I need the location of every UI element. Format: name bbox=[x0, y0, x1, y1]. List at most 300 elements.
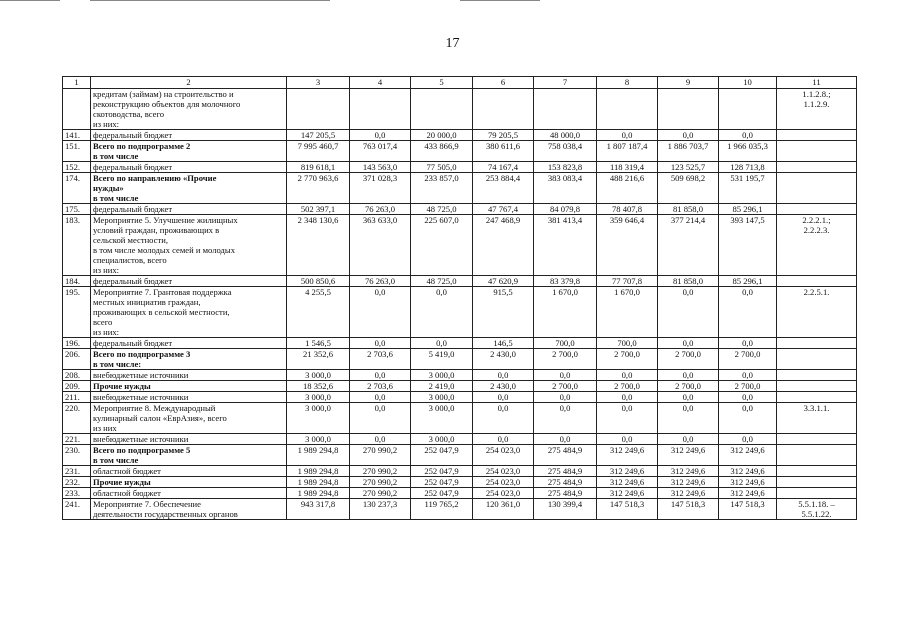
value-cell: 312 249,6 bbox=[597, 477, 658, 488]
column-number: 1 bbox=[63, 77, 91, 89]
value-cell: 0,0 bbox=[350, 434, 411, 445]
row-name-line: местных инициатив граждан, bbox=[93, 297, 201, 307]
value-cell: 0,0 bbox=[658, 434, 719, 445]
value-cell: 2 700,0 bbox=[534, 381, 597, 392]
row-name-line: в том числе молодых семей и молодых bbox=[93, 245, 235, 255]
value-cell: 254 023,0 bbox=[473, 466, 534, 477]
value-cell: 128 713,8 bbox=[719, 162, 777, 173]
table-row bbox=[63, 392, 857, 403]
table-row bbox=[63, 173, 857, 204]
value-cell: 377 214,4 bbox=[658, 215, 719, 276]
reference-cell bbox=[777, 173, 857, 204]
value-cell: 74 167,4 bbox=[473, 162, 534, 173]
value-cell: 253 884,4 bbox=[473, 173, 534, 204]
row-name-line: федеральный бюджет bbox=[93, 130, 173, 140]
value-cell: 3 000,0 bbox=[411, 392, 473, 403]
row-name-line: Мероприятие 7. Грантовая поддержка bbox=[93, 287, 232, 297]
table-row bbox=[63, 349, 857, 370]
value-cell: 0,0 bbox=[658, 130, 719, 141]
value-cell: 2 703,6 bbox=[350, 349, 411, 370]
row-number: 232. bbox=[63, 477, 91, 488]
value-cell: 2 430,0 bbox=[473, 349, 534, 370]
row-name-line: из них bbox=[93, 423, 117, 433]
value-cell: 225 607,0 bbox=[411, 215, 473, 276]
value-cell: 3 000,0 bbox=[287, 403, 350, 434]
value-cell: 254 023,0 bbox=[473, 477, 534, 488]
value-cell: 0,0 bbox=[597, 392, 658, 403]
value-cell: 700,0 bbox=[534, 338, 597, 349]
value-cell: 371 028,3 bbox=[350, 173, 411, 204]
value-cell: 275 484,9 bbox=[534, 477, 597, 488]
row-name-line: Прочие нужды bbox=[93, 477, 151, 487]
value-cell: 2 430,0 bbox=[473, 381, 534, 392]
value-cell: 2 703,6 bbox=[350, 381, 411, 392]
table-row bbox=[63, 370, 857, 381]
value-cell: 819 618,1 bbox=[287, 162, 350, 173]
row-name-line: Всего по подпрограмме 3 bbox=[93, 349, 191, 359]
value-cell: 18 352,6 bbox=[287, 381, 350, 392]
value-cell: 83 379,8 bbox=[534, 276, 597, 287]
column-number: 8 bbox=[597, 77, 658, 89]
value-cell: 1 807 187,4 bbox=[597, 141, 658, 162]
table-row bbox=[63, 276, 857, 287]
value-cell: 0,0 bbox=[473, 392, 534, 403]
row-name-line: специалистов, всего bbox=[93, 255, 167, 265]
value-cell: 0,0 bbox=[534, 434, 597, 445]
row-name-line: из них: bbox=[93, 327, 120, 337]
value-cell: 3 000,0 bbox=[287, 370, 350, 381]
column-number: 3 bbox=[287, 77, 350, 89]
row-number: 195. bbox=[63, 287, 91, 338]
value-cell: 47 767,4 bbox=[473, 204, 534, 215]
value-cell bbox=[658, 89, 719, 130]
value-cell: 0,0 bbox=[411, 338, 473, 349]
value-cell: 700,0 bbox=[597, 338, 658, 349]
value-cell: 0,0 bbox=[658, 370, 719, 381]
value-cell: 531 195,7 bbox=[719, 173, 777, 204]
column-number: 11 bbox=[777, 77, 857, 89]
row-name-line: Всего по направлению «Прочие bbox=[93, 173, 217, 183]
table-row bbox=[63, 338, 857, 349]
value-cell: 0,0 bbox=[719, 434, 777, 445]
row-name-line: из них: bbox=[93, 265, 120, 275]
row-name bbox=[91, 130, 287, 141]
value-cell: 143 563,0 bbox=[350, 162, 411, 173]
value-cell: 20 000,0 bbox=[411, 130, 473, 141]
value-cell bbox=[597, 89, 658, 130]
row-name-line: Всего по подпрограмме 2 bbox=[93, 141, 191, 151]
table-row bbox=[63, 434, 857, 445]
reference-line: 1.1.2.8.; bbox=[802, 89, 831, 99]
row-name-line: Прочие нужды bbox=[93, 381, 151, 391]
row-number: 221. bbox=[63, 434, 91, 445]
table-row bbox=[63, 130, 857, 141]
reference-cell bbox=[777, 488, 857, 499]
value-cell: 3 000,0 bbox=[287, 392, 350, 403]
value-cell: 1 989 294,8 bbox=[287, 488, 350, 499]
table-body bbox=[63, 77, 857, 520]
column-number: 5 bbox=[411, 77, 473, 89]
reference-cell bbox=[777, 276, 857, 287]
row-number: 174. bbox=[63, 173, 91, 204]
row-name-line: деятельности государственных органов bbox=[93, 509, 238, 519]
reference-cell bbox=[777, 499, 857, 520]
row-name-line: Мероприятие 5. Улучшение жилищных bbox=[93, 215, 238, 225]
value-cell bbox=[287, 89, 350, 130]
row-number: 141. bbox=[63, 130, 91, 141]
row-number: 152. bbox=[63, 162, 91, 173]
value-cell: 254 023,0 bbox=[473, 488, 534, 499]
value-cell: 118 319,4 bbox=[597, 162, 658, 173]
value-cell: 0,0 bbox=[658, 392, 719, 403]
row-name-line: федеральный бюджет bbox=[93, 338, 173, 348]
row-name-line: областной бюджет bbox=[93, 466, 161, 476]
value-cell bbox=[719, 89, 777, 130]
column-number: 10 bbox=[719, 77, 777, 89]
value-cell: 270 990,2 bbox=[350, 466, 411, 477]
table-row bbox=[63, 204, 857, 215]
value-cell: 0,0 bbox=[411, 287, 473, 338]
row-number: 151. bbox=[63, 141, 91, 162]
value-cell: 48 725,0 bbox=[411, 276, 473, 287]
row-number: 208. bbox=[63, 370, 91, 381]
value-cell: 0,0 bbox=[350, 338, 411, 349]
value-cell: 380 611,6 bbox=[473, 141, 534, 162]
top-rule-left bbox=[0, 0, 60, 1]
value-cell: 233 857,0 bbox=[411, 173, 473, 204]
value-cell: 252 047,9 bbox=[411, 466, 473, 477]
value-cell: 1 670,0 bbox=[597, 287, 658, 338]
row-name-line: внебюджетные источники bbox=[93, 370, 189, 380]
value-cell: 0,0 bbox=[597, 130, 658, 141]
reference-line: 1.1.2.9. bbox=[803, 99, 830, 109]
value-cell: 433 866,9 bbox=[411, 141, 473, 162]
value-cell bbox=[473, 89, 534, 130]
reference-line: 2.2.2.1.; bbox=[802, 215, 831, 225]
row-name bbox=[91, 349, 287, 370]
top-rule-middle bbox=[90, 0, 330, 1]
row-name bbox=[91, 370, 287, 381]
value-cell: 77 505,0 bbox=[411, 162, 473, 173]
row-number: 184. bbox=[63, 276, 91, 287]
value-cell: 1 546,5 bbox=[287, 338, 350, 349]
row-name bbox=[91, 276, 287, 287]
reference-cell bbox=[777, 287, 857, 338]
row-name-line: федеральный бюджет bbox=[93, 204, 173, 214]
value-cell: 85 296,1 bbox=[719, 276, 777, 287]
value-cell: 2 700,0 bbox=[597, 349, 658, 370]
column-number: 7 bbox=[534, 77, 597, 89]
row-name-line: в том числе bbox=[93, 193, 139, 203]
value-cell: 270 990,2 bbox=[350, 477, 411, 488]
reference-cell bbox=[777, 349, 857, 370]
row-name-line: нужды» bbox=[93, 183, 124, 193]
value-cell: 2 700,0 bbox=[534, 349, 597, 370]
value-cell: 1 989 294,8 bbox=[287, 477, 350, 488]
value-cell: 383 083,4 bbox=[534, 173, 597, 204]
reference-cell bbox=[777, 338, 857, 349]
value-cell: 0,0 bbox=[534, 392, 597, 403]
value-cell: 153 823,8 bbox=[534, 162, 597, 173]
reference-cell bbox=[777, 445, 857, 466]
value-cell: 359 646,4 bbox=[597, 215, 658, 276]
value-cell: 0,0 bbox=[658, 287, 719, 338]
top-rule-right bbox=[460, 0, 540, 1]
value-cell: 254 023,0 bbox=[473, 445, 534, 466]
value-cell: 2 700,0 bbox=[719, 349, 777, 370]
value-cell: 0,0 bbox=[597, 370, 658, 381]
value-cell: 130 399,4 bbox=[534, 499, 597, 520]
row-name-line: федеральный бюджет bbox=[93, 276, 173, 286]
value-cell bbox=[534, 89, 597, 130]
row-name bbox=[91, 403, 287, 434]
value-cell: 4 255,5 bbox=[287, 287, 350, 338]
reference-cell bbox=[777, 466, 857, 477]
value-cell: 2 700,0 bbox=[719, 381, 777, 392]
value-cell: 0,0 bbox=[719, 370, 777, 381]
row-name bbox=[91, 173, 287, 204]
value-cell: 77 707,8 bbox=[597, 276, 658, 287]
value-cell bbox=[411, 89, 473, 130]
row-number: 230. bbox=[63, 445, 91, 466]
value-cell: 393 147,5 bbox=[719, 215, 777, 276]
row-name-line: сельской местности, bbox=[93, 235, 169, 245]
reference-cell bbox=[777, 370, 857, 381]
table-row bbox=[63, 215, 857, 276]
reference-line: 2.2.5.1. bbox=[803, 287, 830, 297]
value-cell: 943 317,8 bbox=[287, 499, 350, 520]
reference-cell bbox=[777, 215, 857, 276]
row-name-line: Всего по подпрограмме 5 bbox=[93, 445, 191, 455]
value-cell: 0,0 bbox=[534, 370, 597, 381]
value-cell: 84 079,8 bbox=[534, 204, 597, 215]
value-cell: 0,0 bbox=[350, 287, 411, 338]
row-name-line: условий граждан, проживающих в bbox=[93, 225, 220, 235]
row-name-line: из них: bbox=[93, 119, 120, 129]
table-row bbox=[63, 445, 857, 466]
column-number: 6 bbox=[473, 77, 534, 89]
value-cell: 2 700,0 bbox=[658, 381, 719, 392]
row-name bbox=[91, 477, 287, 488]
value-cell: 2 700,0 bbox=[658, 349, 719, 370]
row-number bbox=[63, 89, 91, 130]
value-cell: 1 670,0 bbox=[534, 287, 597, 338]
value-cell: 312 249,6 bbox=[719, 488, 777, 499]
table-row bbox=[63, 499, 857, 520]
value-cell: 275 484,9 bbox=[534, 466, 597, 477]
value-cell: 1 989 294,8 bbox=[287, 466, 350, 477]
table-row bbox=[63, 141, 857, 162]
value-cell: 147 518,3 bbox=[719, 499, 777, 520]
value-cell: 252 047,9 bbox=[411, 488, 473, 499]
row-name bbox=[91, 381, 287, 392]
row-name-line: в том числе: bbox=[93, 359, 142, 369]
row-name-line: скотоводства, всего bbox=[93, 109, 165, 119]
row-number: 220. bbox=[63, 403, 91, 434]
value-cell: 915,5 bbox=[473, 287, 534, 338]
row-name-line: внебюджетные источники bbox=[93, 434, 189, 444]
reference-cell bbox=[777, 381, 857, 392]
value-cell: 0,0 bbox=[473, 434, 534, 445]
value-cell: 0,0 bbox=[719, 130, 777, 141]
row-name-line: кредитам (займам) на строительство и bbox=[93, 89, 234, 99]
value-cell: 2 419,0 bbox=[411, 381, 473, 392]
value-cell: 1 989 294,8 bbox=[287, 445, 350, 466]
row-name-line: Мероприятие 7. Обеспечение bbox=[93, 499, 201, 509]
table-row bbox=[63, 488, 857, 499]
reference-line: 5.5.1.18. – bbox=[798, 499, 835, 509]
value-cell: 0,0 bbox=[658, 338, 719, 349]
column-number: 9 bbox=[658, 77, 719, 89]
row-number: 233. bbox=[63, 488, 91, 499]
value-cell: 76 263,0 bbox=[350, 204, 411, 215]
value-cell: 312 249,6 bbox=[658, 477, 719, 488]
column-number: 4 bbox=[350, 77, 411, 89]
row-number: 175. bbox=[63, 204, 91, 215]
row-number: 183. bbox=[63, 215, 91, 276]
row-name bbox=[91, 204, 287, 215]
row-name bbox=[91, 141, 287, 162]
value-cell: 0,0 bbox=[719, 338, 777, 349]
value-cell: 363 633,0 bbox=[350, 215, 411, 276]
value-cell: 3 000,0 bbox=[411, 434, 473, 445]
column-number: 2 bbox=[91, 77, 287, 89]
value-cell: 48 000,0 bbox=[534, 130, 597, 141]
value-cell: 758 038,4 bbox=[534, 141, 597, 162]
row-name bbox=[91, 466, 287, 477]
reference-cell bbox=[777, 403, 857, 434]
value-cell: 79 205,5 bbox=[473, 130, 534, 141]
value-cell: 312 249,6 bbox=[719, 445, 777, 466]
value-cell: 0,0 bbox=[719, 287, 777, 338]
value-cell: 0,0 bbox=[597, 434, 658, 445]
table-row bbox=[63, 466, 857, 477]
row-number: 206. bbox=[63, 349, 91, 370]
table-row bbox=[63, 287, 857, 338]
table-row bbox=[63, 403, 857, 434]
row-name-line: всего bbox=[93, 317, 113, 327]
value-cell: 119 765,2 bbox=[411, 499, 473, 520]
reference-cell bbox=[777, 204, 857, 215]
table-row bbox=[63, 381, 857, 392]
value-cell: 7 995 460,7 bbox=[287, 141, 350, 162]
value-cell: 147 518,3 bbox=[658, 499, 719, 520]
reference-line: 2.2.2.3. bbox=[803, 225, 830, 235]
value-cell: 312 249,6 bbox=[719, 466, 777, 477]
value-cell: 81 858,0 bbox=[658, 204, 719, 215]
table-row bbox=[63, 477, 857, 488]
value-cell: 270 990,2 bbox=[350, 488, 411, 499]
value-cell: 130 237,3 bbox=[350, 499, 411, 520]
column-number-row bbox=[63, 77, 857, 89]
value-cell: 500 850,6 bbox=[287, 276, 350, 287]
value-cell: 120 361,0 bbox=[473, 499, 534, 520]
row-name-line: внебюджетные источники bbox=[93, 392, 189, 402]
row-number: 196. bbox=[63, 338, 91, 349]
value-cell: 0,0 bbox=[719, 403, 777, 434]
reference-cell bbox=[777, 130, 857, 141]
reference-cell bbox=[777, 392, 857, 403]
value-cell: 312 249,6 bbox=[658, 445, 719, 466]
value-cell: 85 296,1 bbox=[719, 204, 777, 215]
value-cell: 509 698,2 bbox=[658, 173, 719, 204]
row-name bbox=[91, 287, 287, 338]
value-cell: 147 205,5 bbox=[287, 130, 350, 141]
value-cell: 270 990,2 bbox=[350, 445, 411, 466]
value-cell: 275 484,9 bbox=[534, 445, 597, 466]
value-cell: 252 047,9 bbox=[411, 477, 473, 488]
value-cell: 2 348 130,6 bbox=[287, 215, 350, 276]
row-number: 211. bbox=[63, 392, 91, 403]
value-cell: 1 886 703,7 bbox=[658, 141, 719, 162]
row-name-line: реконструкцию объектов для молочного bbox=[93, 99, 241, 109]
value-cell: 123 525,7 bbox=[658, 162, 719, 173]
value-cell: 0,0 bbox=[350, 370, 411, 381]
value-cell: 502 397,1 bbox=[287, 204, 350, 215]
value-cell: 312 249,6 bbox=[658, 466, 719, 477]
value-cell: 81 858,0 bbox=[658, 276, 719, 287]
value-cell: 1 966 035,3 bbox=[719, 141, 777, 162]
table-row bbox=[63, 89, 857, 130]
reference-cell bbox=[777, 477, 857, 488]
row-number: 241. bbox=[63, 499, 91, 520]
value-cell: 47 620,9 bbox=[473, 276, 534, 287]
value-cell: 312 249,6 bbox=[719, 477, 777, 488]
value-cell: 381 413,4 bbox=[534, 215, 597, 276]
value-cell: 0,0 bbox=[473, 403, 534, 434]
row-name bbox=[91, 89, 287, 130]
row-name-line: проживающих в сельской местности, bbox=[93, 307, 230, 317]
value-cell: 0,0 bbox=[534, 403, 597, 434]
reference-cell bbox=[777, 434, 857, 445]
row-name bbox=[91, 215, 287, 276]
value-cell: 76 263,0 bbox=[350, 276, 411, 287]
value-cell: 2 770 963,6 bbox=[287, 173, 350, 204]
row-name bbox=[91, 445, 287, 466]
value-cell: 21 352,6 bbox=[287, 349, 350, 370]
row-number: 209. bbox=[63, 381, 91, 392]
value-cell: 5 419,0 bbox=[411, 349, 473, 370]
table-row bbox=[63, 162, 857, 173]
value-cell: 0,0 bbox=[719, 392, 777, 403]
value-cell: 312 249,6 bbox=[597, 445, 658, 466]
row-name-line: областной бюджет bbox=[93, 488, 161, 498]
value-cell: 0,0 bbox=[597, 403, 658, 434]
reference-line: 3.3.1.1. bbox=[803, 403, 830, 413]
value-cell: 312 249,6 bbox=[658, 488, 719, 499]
value-cell: 0,0 bbox=[350, 130, 411, 141]
row-name bbox=[91, 434, 287, 445]
value-cell: 275 484,9 bbox=[534, 488, 597, 499]
value-cell: 0,0 bbox=[658, 403, 719, 434]
row-name bbox=[91, 488, 287, 499]
value-cell: 78 407,8 bbox=[597, 204, 658, 215]
row-name bbox=[91, 499, 287, 520]
value-cell: 147 518,3 bbox=[597, 499, 658, 520]
value-cell: 48 725,0 bbox=[411, 204, 473, 215]
value-cell: 0,0 bbox=[350, 403, 411, 434]
page-number: 17 bbox=[445, 36, 460, 51]
row-name bbox=[91, 392, 287, 403]
row-name-line: в том числе bbox=[93, 455, 139, 465]
row-number: 231. bbox=[63, 466, 91, 477]
value-cell: 3 000,0 bbox=[411, 370, 473, 381]
row-name-line: Мероприятие 8. Международный bbox=[93, 403, 216, 413]
value-cell: 312 249,6 bbox=[597, 466, 658, 477]
row-name bbox=[91, 338, 287, 349]
value-cell: 0,0 bbox=[473, 370, 534, 381]
value-cell: 488 216,6 bbox=[597, 173, 658, 204]
